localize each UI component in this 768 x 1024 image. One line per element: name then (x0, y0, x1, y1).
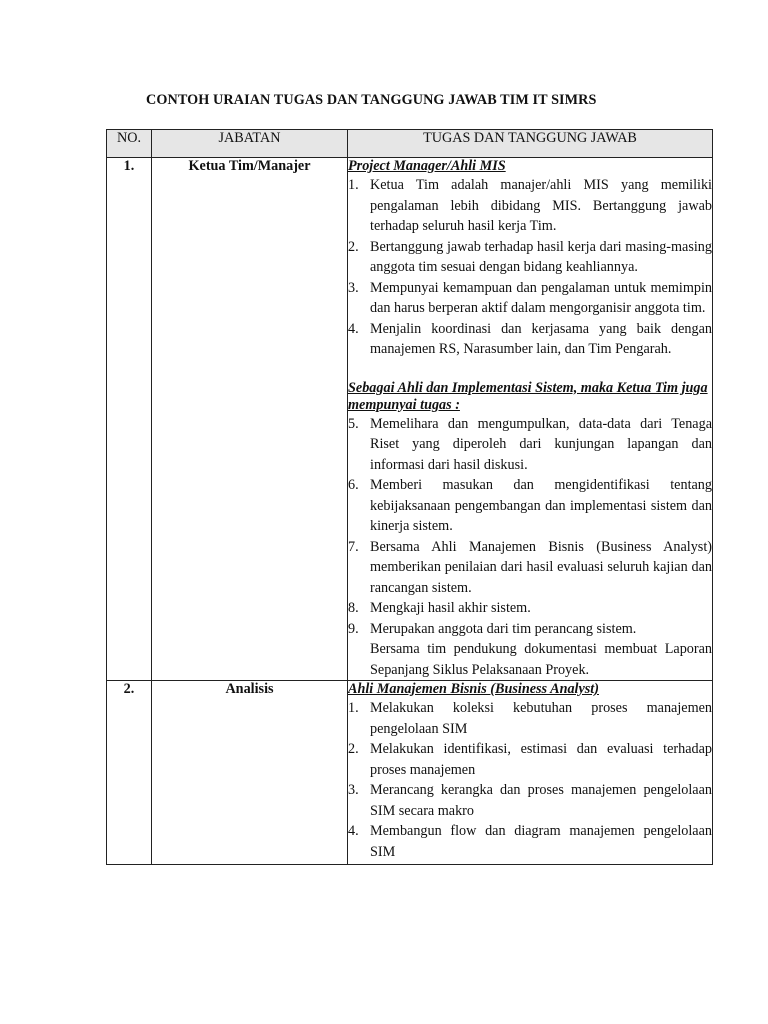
row-number: 1. (107, 158, 152, 681)
section-heading: Sebagai Ahli dan Implementasi Sistem, maka Ketua Tim juga mempunyai tugas : (348, 379, 708, 413)
list-item: 7. Bersama Ahli Manajemen Bisnis (Business Analyst) memberikan penilaian dari hasil evaluasi seluruh kajian dan rancangan sistem. (348, 538, 712, 596)
list-item: 9. Merupakan anggota dari tim perancang sistem. (348, 620, 637, 637)
duty-list (348, 175, 712, 360)
list-item: 3. Mempunyai kemampuan dan pengalaman untuk memimpin dan harus berperan aktif dalam mengorganisir anggota tim. (348, 279, 712, 316)
continuation-text: Bersama tim pendukung dokumentasi membuat Laporan Sepanjang Siklus Pelaksanaan Proyek. (370, 641, 712, 678)
list-item: 4. Membangun flow dan diagram manajemen pengelolaan SIM (348, 823, 712, 860)
list-item: 1. Melakukan koleksi kebutuhan proses manajemen pengelolaan SIM (348, 700, 712, 737)
list-item: 1. Ketua Tim adalah manajer/ahli MIS yang memiliki pengalaman lebih dibidang MIS. Bertanggung jawab terhadap seluruh hasil kerja Tim. (348, 177, 712, 234)
duties-table (106, 129, 713, 865)
list-item: 3. Merancang kerangka dan proses manajemen pengelolaan SIM secara makro (348, 782, 712, 819)
table-row (107, 681, 713, 865)
section-heading: Ahli Manajemen Bisnis (Business Analyst) (348, 681, 599, 697)
table-header (107, 130, 713, 158)
duty-list (348, 698, 712, 862)
section-heading: Project Manager/Ahli MIS (348, 158, 506, 174)
row-jabatan: Ketua Tim/Manajer (152, 158, 348, 681)
row-number: 2. (107, 681, 152, 865)
header-no: NO. (107, 130, 152, 158)
row-tugas (348, 681, 713, 865)
header-jabatan: JABATAN (152, 130, 348, 158)
page-title: CONTOH URAIAN TUGAS DAN TANGGUNG JAWAB TIM IT SIMRS (146, 92, 597, 108)
list-item: 4. Menjalin koordinasi dan kerjasama yang baik dengan manajemen RS, Narasumber lain, dan Tim Pengarah. (348, 320, 712, 357)
duty-list (348, 414, 712, 640)
list-item: 8. Mengkaji hasil akhir sistem. (348, 600, 531, 616)
row-tugas (348, 158, 713, 681)
list-item: 2. Bertanggung jawab terhadap hasil kerja dari masing-masing anggota tim sesuai dengan bidang keahliannya. (348, 238, 712, 275)
list-item: 5. Memelihara dan mengumpulkan, data-data dari Tenaga Riset yang diperoleh dari kunjungan lapangan dan informasi dari hasil diskusi. (348, 415, 712, 473)
list-item: 6. Memberi masukan dan mengidentifikasi tentang kebijaksanaan pengembangan dan implementasi sistem dan kinerja sistem. (348, 477, 712, 534)
list-item: 2. Melakukan identifikasi, estimasi dan evaluasi terhadap proses manajemen (348, 741, 712, 778)
row-jabatan: Analisis (152, 681, 348, 865)
table-row (107, 158, 713, 681)
header-tugas: TUGAS DAN TANGGUNG JAWAB (348, 130, 713, 158)
